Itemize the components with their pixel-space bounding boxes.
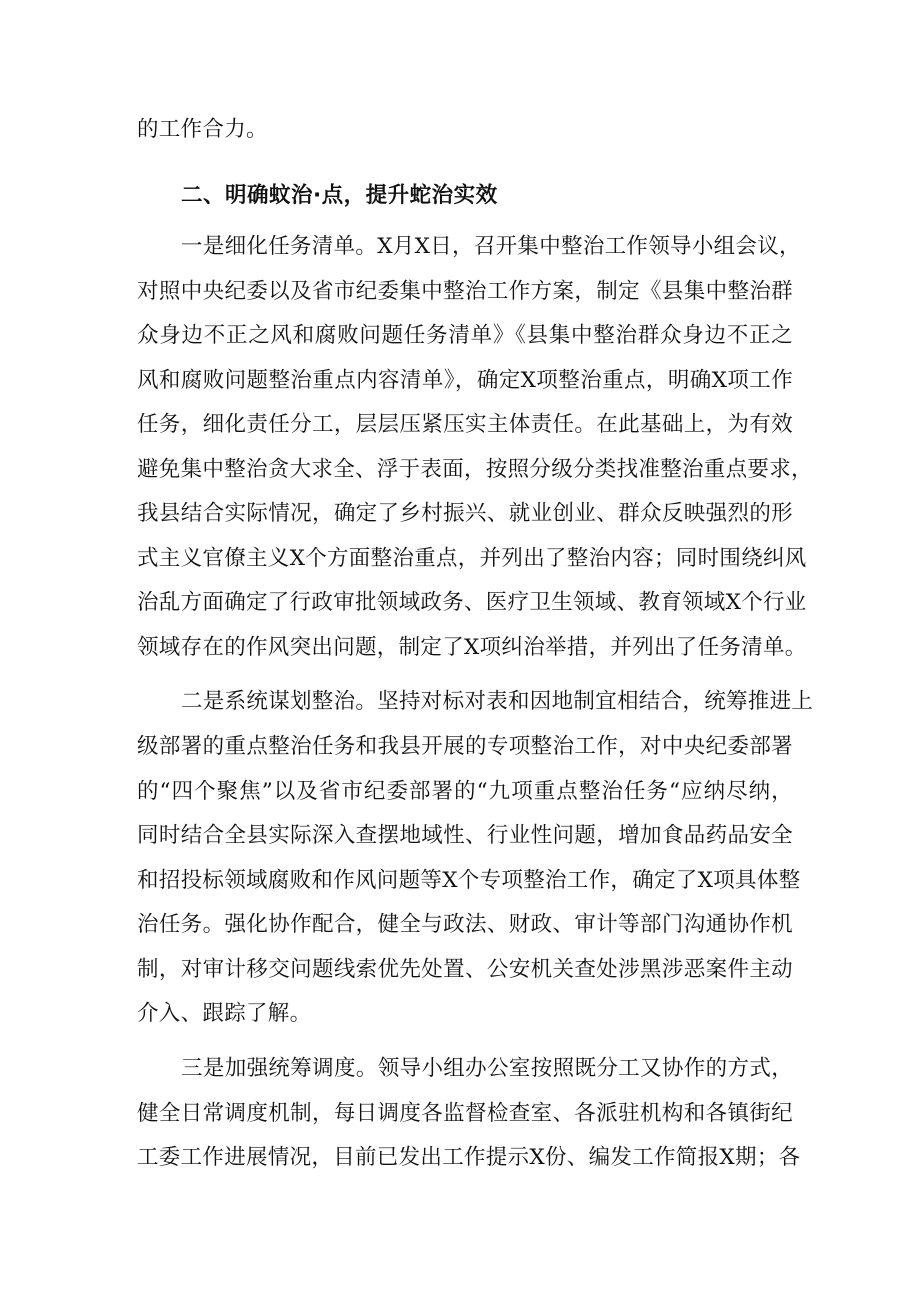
paragraph-line: 众身边不正之风和腐败问题任务清单》《县集中整治群众身边不正之 — [137, 323, 793, 348]
paragraph-line: 和招投标领域腐败和作风问题等X个专项整治工作，确定了X项具体整 — [137, 868, 801, 893]
paragraph-line: 对照中央纪委以及省市纪委集中整治工作方案，制定《县集中整治群 — [137, 279, 793, 304]
paragraph-line: 治乱方面确定了行政审批领域政务、医疗卫生领域、教育领域X个行业 — [137, 590, 807, 615]
paragraph-line: 一是细化任务清单。X月X日，召开集中整治工作领导小组会议， — [181, 234, 801, 259]
paragraph-line: 三是加强统筹调度。领导小组办公室按照既分工又协作的方式， — [181, 1056, 793, 1081]
paragraph-line: 避免集中整治贪大求全、浮于表面，按照分级分类找准整治重点要求， — [137, 457, 813, 482]
paragraph-line: 任务，细化责任分工，层层压紧压实主体责任。在此基础上，为有效 — [137, 412, 793, 437]
section-heading: 二、明确蚊治·点，提升蛇治实效 — [181, 183, 498, 208]
paragraph-line: 式主义官僚主义X个方面整治重点，并列出了整治内容；同时围绕纠风 — [137, 546, 807, 571]
paragraph-line: 级部署的重点整治任务和我县开展的专项整治工作，对中央纪委部署 — [137, 734, 793, 759]
paragraph-line: 制，对审计移交问题线索优先处置、公安机关查处涉黑涉恶案件主动 — [137, 957, 793, 982]
paragraph-line: 风和腐败问题整治重点内容清单》，确定X项整治重点，明确X项工作 — [137, 368, 793, 393]
paragraph-line: 健全日常调度机制，每日调度各监督检查室、各派驻机构和各镇街纪 — [137, 1101, 793, 1126]
paragraph-line: 治任务。强化协作配合，健全与政法、财政、审计等部门沟通协作机 — [137, 912, 793, 937]
paragraph-line: 的“四个聚焦”以及省市纪委部署的“九项重点整治任务“应纳尽纳， — [137, 779, 793, 804]
paragraph-line: 领域存在的作风突出问题，制定了X项纠治举措，并列出了任务清单。 — [137, 635, 807, 660]
carryover-line: 的工作合力。 — [137, 117, 268, 142]
paragraph-line: 我县结合实际情况，确定了乡村振兴、就业创业、群众反映强烈的形 — [137, 501, 793, 526]
paragraph-line: 工委工作进展情况，目前已发出工作提示X份、编发工作简报X期；各 — [137, 1145, 801, 1170]
paragraph-line: 二是系统谋划整治。坚持对标对表和因地制宜相结合，统筹推进上 — [181, 689, 814, 714]
paragraph-line: 同时结合全县实际深入查摆地域性、行业性问题，增加食品药品安全 — [137, 823, 793, 848]
paragraph-line: 介入、跟踪了解。 — [137, 1001, 312, 1026]
